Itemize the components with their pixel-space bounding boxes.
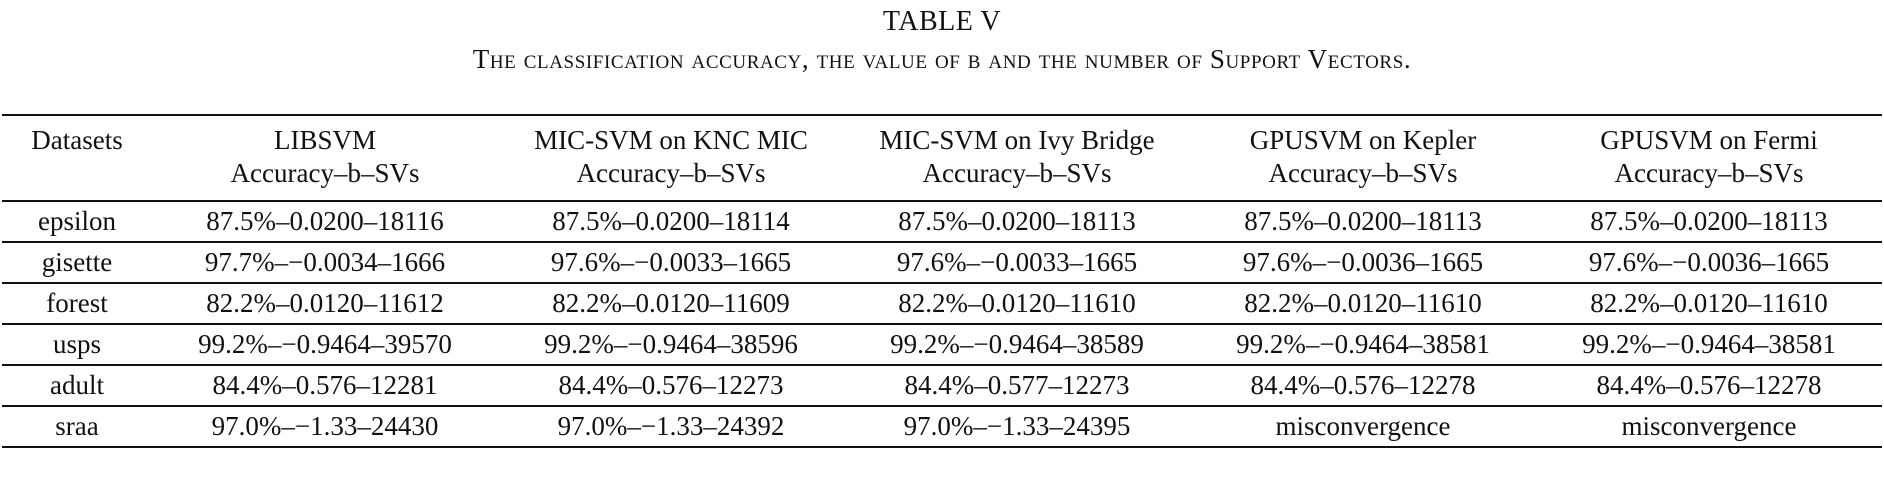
table-cell: 97.0%–−1.33–24392 (498, 406, 844, 447)
table-cell: 97.7%–−0.0034–1666 (152, 242, 498, 283)
column-header-gpusvm-fermi (1536, 115, 1882, 201)
table-cell: 87.5%–0.0200–18113 (1536, 201, 1882, 242)
table-cell: 82.2%–0.0120–11610 (844, 283, 1190, 324)
table-cell: 99.2%–−0.9464–38581 (1536, 324, 1882, 365)
table-cell: 99.2%–−0.9464–39570 (152, 324, 498, 365)
table-cell: 99.2%–−0.9464–38596 (498, 324, 844, 365)
table-row (2, 283, 1882, 324)
dataset-name-cell: adult (2, 365, 152, 406)
header-row (2, 115, 1882, 201)
column-header-mic-svm-knc (498, 115, 844, 201)
table-cell: 99.2%–−0.9464–38589 (844, 324, 1190, 365)
table-caption-title: TABLE V (882, 6, 1002, 37)
table-cell: 87.5%–0.0200–18116 (152, 201, 498, 242)
table-cell: 87.5%–0.0200–18113 (844, 201, 1190, 242)
table-row (2, 365, 1882, 406)
table-cell: 84.4%–0.576–12273 (498, 365, 844, 406)
table-caption-subtitle: The classification accuracy, the value of b and the number of Support Vectors. (472, 44, 1412, 74)
column-header-datasets (2, 115, 152, 201)
table-cell: 84.4%–0.576–12278 (1190, 365, 1536, 406)
table-cell: misconvergence (1190, 406, 1536, 447)
column-header-subtitle: Accuracy–b–SVs (1614, 158, 1804, 188)
table-cell: 84.4%–0.576–12281 (152, 365, 498, 406)
table-cell: 99.2%–−0.9464–38581 (1190, 324, 1536, 365)
column-header-subtitle: Accuracy–b–SVs (1268, 158, 1458, 188)
table-cell: 97.6%–−0.0036–1665 (1536, 242, 1882, 283)
dataset-name-cell: forest (2, 283, 152, 324)
column-header-libsvm (152, 115, 498, 201)
column-header-mic-svm-ivy-bridge (844, 115, 1190, 201)
table-body (2, 201, 1882, 447)
column-header-subtitle: Accuracy–b–SVs (576, 158, 766, 188)
table-row (2, 242, 1882, 283)
table-cell: 97.0%–−1.33–24395 (844, 406, 1190, 447)
table-cell: 87.5%–0.0200–18113 (1190, 201, 1536, 242)
table-cell: 97.0%–−1.33–24430 (152, 406, 498, 447)
results-table (2, 114, 1882, 448)
column-header-title: MIC-SVM on Ivy Bridge (879, 125, 1155, 155)
table-cell: 82.2%–0.0120–11612 (152, 283, 498, 324)
table-cell: 87.5%–0.0200–18114 (498, 201, 844, 242)
dataset-name-cell: sraa (2, 406, 152, 447)
table-cell: 84.4%–0.577–12273 (844, 365, 1190, 406)
table-cell: 84.4%–0.576–12278 (1536, 365, 1882, 406)
table-cell: 97.6%–−0.0036–1665 (1190, 242, 1536, 283)
column-header-subtitle: Accuracy–b–SVs (230, 158, 420, 188)
table-row (2, 324, 1882, 365)
table-row (2, 406, 1882, 447)
column-header-title: Datasets (31, 125, 123, 155)
results-table-container (2, 114, 1882, 448)
table-cell: 82.2%–0.0120–11610 (1536, 283, 1882, 324)
column-header-gpusvm-kepler (1190, 115, 1536, 201)
table-cell: 97.6%–−0.0033–1665 (498, 242, 844, 283)
column-header-subtitle: Accuracy–b–SVs (922, 158, 1112, 188)
column-header-title: LIBSVM (273, 125, 376, 155)
dataset-name-cell: gisette (2, 242, 152, 283)
table-cell: misconvergence (1536, 406, 1882, 447)
table-cell: 97.6%–−0.0033–1665 (844, 242, 1190, 283)
table-row (2, 201, 1882, 242)
dataset-name-cell: epsilon (2, 201, 152, 242)
column-header-title: GPUSVM on Kepler (1249, 125, 1477, 155)
column-header-title: GPUSVM on Fermi (1600, 125, 1818, 155)
table-cell: 82.2%–0.0120–11609 (498, 283, 844, 324)
dataset-name-cell: usps (2, 324, 152, 365)
column-header-title: MIC-SVM on KNC MIC (534, 125, 808, 155)
table-cell: 82.2%–0.0120–11610 (1190, 283, 1536, 324)
table-header (2, 115, 1882, 201)
